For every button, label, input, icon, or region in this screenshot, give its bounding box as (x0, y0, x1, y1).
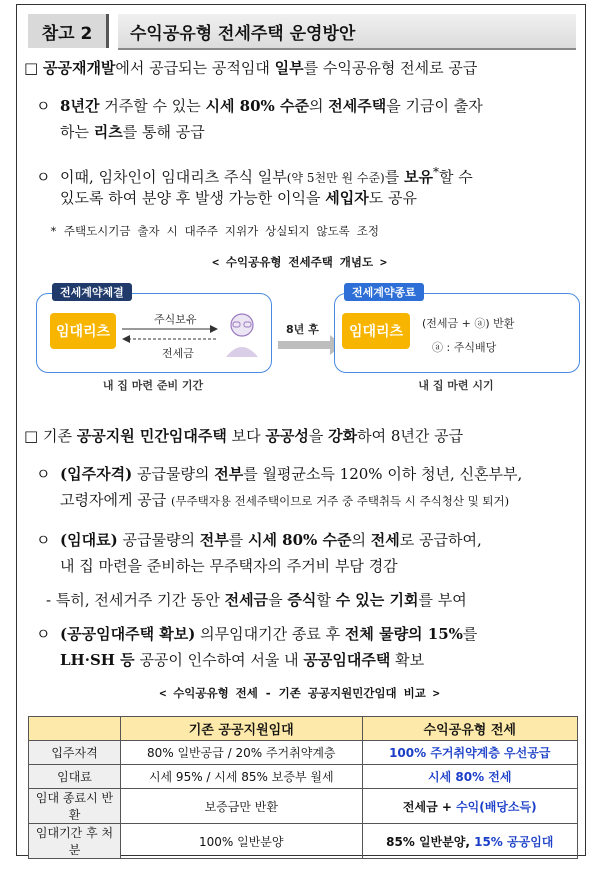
s2-bullet-2-line-1 (36, 530, 482, 550)
s1-paragraph (24, 58, 477, 78)
text-bold: 일부 (274, 59, 304, 77)
cell-old: 보증금만 반환 (121, 789, 363, 824)
text-bold: 공공성 (265, 427, 309, 445)
s2-bullet-1-line-1 (36, 464, 522, 484)
text: 도 공유 (368, 189, 417, 207)
comparison-table (28, 716, 578, 859)
left-entity-reits: 임대리츠 (50, 313, 116, 349)
right-entity-reits: 임대리츠 (342, 313, 410, 349)
section-title: 수익공유형 전세주택 운영방안 (118, 14, 576, 50)
text-bold: 보유 (404, 168, 433, 186)
cell-new (362, 789, 578, 824)
text: 를 (228, 531, 248, 549)
text-bold: 강화 (328, 427, 358, 445)
right-arrow-top-label: (전세금 + ⓐ) 반환 (422, 317, 515, 330)
footnote-mark: * (433, 165, 439, 179)
text: 공급물량의 (132, 465, 215, 483)
concept-diagram (30, 283, 586, 395)
s1-bullet-1-line-1 (36, 96, 483, 116)
row-label: 입주자격 (29, 741, 121, 765)
text: 를 (384, 168, 405, 186)
checkbox-glyph: □ (24, 59, 39, 77)
row-label: 임대 종료시 반환 (29, 789, 121, 824)
text: 하는 (60, 123, 94, 141)
text: 를 수익공유형 전세로 공급 (303, 59, 478, 77)
text: 공급물량의 (117, 531, 200, 549)
left-arrow-bottom-label: 전세금 (162, 347, 194, 360)
text-bold: (공공임대주택 확보) (60, 625, 196, 643)
bullet: ㅇ (36, 465, 51, 483)
s2-bullet-1-line-2 (60, 490, 509, 511)
text: 의 (309, 97, 329, 115)
table-header-row (29, 717, 578, 741)
text: 할 (316, 591, 336, 609)
cell-new: 100% 주거취약계층 우선공급 (362, 741, 578, 765)
table-row (29, 789, 578, 824)
text-bold: 전세금 (224, 591, 269, 609)
text: 확보 (390, 651, 425, 669)
text-bold: 공공임대주택 (303, 651, 391, 669)
text: 을 (268, 591, 288, 609)
text-blue: 수익(배당소득) (456, 799, 537, 814)
s2-bullet-2-subitem (46, 590, 467, 610)
table-header-corner (29, 717, 121, 741)
text-bold: 전부 (199, 531, 229, 549)
text-bold: 전세 (370, 531, 400, 549)
text: 를 부여 (418, 591, 467, 609)
text-bold: 공공재개발 (42, 59, 116, 77)
s2-bullet-2-line-2: 내 집 마련을 준비하는 무주택자의 주거비 부담 경감 (60, 557, 398, 575)
label-contract-end: 전세계약종료 (344, 283, 424, 301)
cell-old: 100% 일반분양 (121, 824, 363, 859)
s1-footnote: * 주택도시기금 출자 시 대주주 지위가 상실되지 않도록 조정 (50, 224, 379, 238)
text: 를 통해 공급 (122, 123, 205, 141)
checkbox-glyph: □ (24, 427, 39, 445)
text: 85% 일반분양, (386, 834, 475, 849)
text-bold: (임대료) (60, 531, 118, 549)
s1-bullet-1-line-2 (60, 122, 205, 142)
bullet: ㅇ (36, 97, 51, 115)
right-arrow-bottom-label: ⓐ : 주식배당 (432, 341, 497, 354)
text: 의무임대기간 종료 후 (195, 625, 345, 643)
text: 의 (351, 531, 371, 549)
text-small: (무주택자용 전세주택이므로 거주 중 주택취득 시 주식청산 및 퇴거) (170, 494, 510, 508)
s2-bullet-3-line-2 (60, 650, 424, 670)
text: 를 (462, 625, 478, 643)
s2-paragraph (24, 426, 463, 446)
text-bold: LH·SH 등 (60, 651, 135, 669)
text-bold: (입주자격) (60, 465, 133, 483)
row-label: 임대료 (29, 765, 121, 789)
s1-bullet-2-line-2 (60, 188, 417, 208)
text: 있도록 하여 분양 후 발생 가능한 이익을 (60, 189, 326, 207)
left-arrow-top-label: 주식보유 (154, 313, 197, 326)
right-caption: 내 집 마련 시기 (418, 379, 494, 392)
text: 이때, 임차인이 임대리츠 주식 일부 (60, 168, 287, 186)
s1-bullet-2-line-1 (36, 162, 473, 188)
table-header-old: 기존 공공지원임대 (121, 717, 363, 741)
text: 을 기금이 출자 (386, 97, 483, 115)
person-icon-left (226, 314, 258, 357)
text: 를 월평균소득 120% 이하 청년, 신혼부부, (243, 465, 523, 483)
table-header-new: 수익공유형 전세 (362, 717, 578, 741)
text-small: (약 5천만 원 수준) (286, 171, 385, 185)
section-header (28, 14, 576, 48)
table-row (29, 765, 578, 789)
text: - 특히, 전세거주 기간 동안 (46, 591, 225, 609)
cell-new: 시세 80% 전세 (362, 765, 578, 789)
text: 고령자에게 공급 (60, 491, 171, 509)
text-bold: 시세 80% 수준 (247, 531, 352, 549)
s2-bullet-3-line-1 (36, 624, 477, 644)
bullet: ㅇ (36, 531, 51, 549)
cell-new (362, 824, 578, 859)
text-bold: 수 있는 기회 (335, 591, 419, 609)
left-caption: 내 집 마련 준비 기간 (102, 379, 204, 392)
text-bold: 세입자 (325, 189, 369, 207)
text: 기존 (42, 427, 77, 445)
text-bold: 전부 (214, 465, 244, 483)
text: 을 (308, 427, 329, 445)
text: 보다 (226, 427, 266, 445)
reference-tag: 참고 2 (28, 14, 109, 48)
text: 할 수 (439, 168, 473, 186)
cell-old: 80% 일반공급 / 20% 주거취약계층 (121, 741, 363, 765)
diagram-title: < 수익공유형 전세주택 개념도 > (212, 255, 387, 269)
text-bold: 전체 물량의 15% (344, 625, 463, 643)
text-bold: 증식 (287, 591, 317, 609)
middle-label: 8년 후 (286, 323, 319, 336)
text-bold: 8년간 (60, 97, 100, 115)
text: 거주할 수 있는 (99, 97, 206, 115)
label-contract-signing: 전세계약체결 (52, 283, 132, 301)
table-row (29, 741, 578, 765)
text: 공공이 인수하여 서울 내 (134, 651, 304, 669)
cell-old: 시세 95% / 시세 85% 보증부 월세 (121, 765, 363, 789)
text-blue: 15% 공공임대 (474, 834, 554, 849)
text: 전세금 + (402, 799, 457, 814)
row-label: 임대기간 후 처분 (29, 824, 121, 859)
text-bold: 리츠 (93, 123, 123, 141)
text-bold: 시세 80% 수준 (205, 97, 310, 115)
text-bold: 전세주택 (328, 97, 387, 115)
bullet: ㅇ (36, 168, 51, 186)
table-row (29, 824, 578, 859)
text: 에서 공급되는 공적임대 (115, 59, 275, 77)
text-bold: 공공지원 민간임대주택 (76, 427, 227, 445)
table-title: < 수익공유형 전세 - 기존 공공지원민간임대 비교 > (159, 686, 440, 700)
text: 하여 8년간 공급 (357, 427, 464, 445)
text: 로 공급하여, (399, 531, 482, 549)
bullet: ㅇ (36, 625, 51, 643)
